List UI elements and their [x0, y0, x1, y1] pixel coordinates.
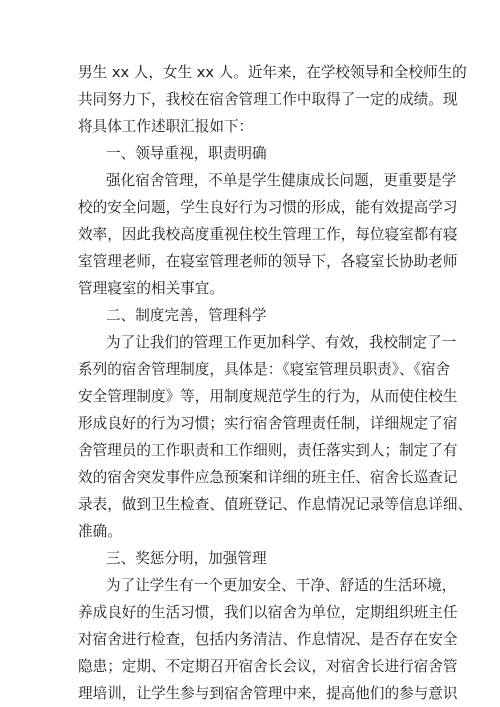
section-heading: 三、奖惩分明，加强管理 — [106, 550, 267, 567]
paragraph-line: 安全管理制度》等，用制度规范学生的行为，从而使住校生 — [78, 388, 458, 405]
section-heading: 二、制度完善，管理科学 — [106, 307, 267, 324]
paragraph-line: 效率，因此我校高度重视住校生管理工作，每位寝室都有寝 — [78, 226, 458, 243]
paragraph-line: 准确。 — [78, 523, 122, 540]
paragraph-line: 理培训，让学生参与到宿舍管理中来，提高他们的参与意识 — [78, 685, 458, 702]
paragraph-line: 录表，做到卫生检查、值班登记、作息情况记录等信息详细、 — [78, 496, 473, 513]
paragraph-line: 为了让我们的管理工作更加科学、有效，我校制定了一 — [106, 334, 457, 351]
paragraph-line: 室管理老师，在寝室管理老师的领导下，各寝室长协助老师 — [78, 253, 458, 270]
paragraph-line: 男生 xx 人，女生 xx 人。近年来，在学校领导和全校师生的 — [78, 64, 467, 81]
paragraph-line: 管理寝室的相关事宜。 — [78, 280, 224, 297]
paragraph-line: 共同努力下，我校在宿舍管理工作中取得了一定的成绩。现 — [78, 91, 458, 108]
paragraph-line: 效的宿舍突发事件应急预案和详细的班主任、宿舍长巡查记 — [78, 469, 458, 486]
paragraph-line: 将具体工作述职汇报如下： — [78, 118, 254, 135]
paragraph-line: 对宿舍进行检查，包括内务清洁、作息情况、是否存在安全 — [78, 631, 458, 648]
paragraph-line: 为了让学生有一个更加安全、干净、舒适的生活环境， — [106, 577, 457, 594]
section-heading: 一、领导重视，职责明确 — [106, 145, 267, 162]
paragraph-line: 形成良好的行为习惯；实行宿舍管理责任制，详细规定了宿 — [78, 415, 458, 432]
paragraph-line: 舍管理员的工作职责和工作细则，责任落实到人；制定了有 — [78, 442, 458, 459]
paragraph-line: 系列的宿舍管理制度，具体是：《寝室管理员职责》、《宿舍 — [78, 361, 451, 378]
paragraph-line: 隐患；定期、不定期召开宿舍长会议，对宿舍长进行宿舍管 — [78, 658, 458, 675]
paragraph-line: 校的安全问题，学生良好行为习惯的形成，能有效提高学习 — [78, 199, 458, 216]
paragraph-line: 强化宿舍管理，不单是学生健康成长问题，更重要是学 — [106, 172, 457, 189]
paragraph-line: 养成良好的生活习惯，我们以宿舍为单位，定期组织班主任 — [78, 604, 458, 621]
